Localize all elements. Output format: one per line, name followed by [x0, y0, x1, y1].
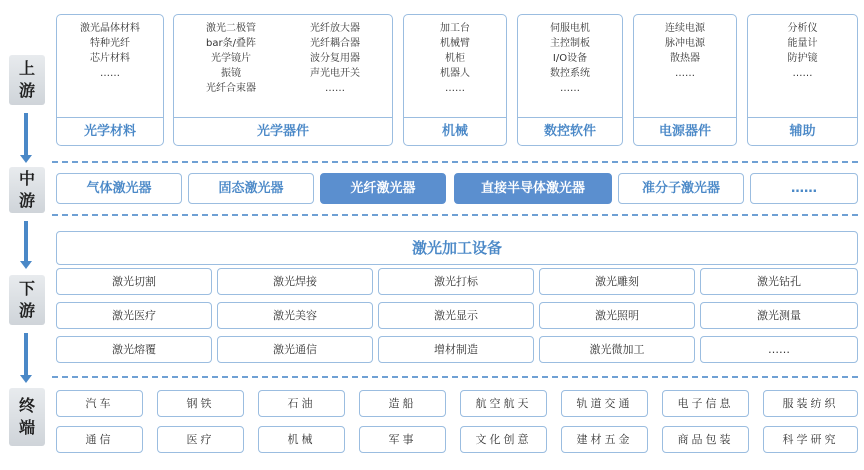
stage-midstream-label: 中 游 [9, 167, 45, 213]
terminal-item: 通信 [56, 426, 143, 453]
terminal-item: 石油 [258, 390, 345, 417]
divider [52, 161, 858, 163]
downstream-item: 激光显示 [378, 302, 534, 329]
terminal-item: 建材五金 [561, 426, 648, 453]
card-title: 辅助 [748, 117, 857, 145]
card-title: 数控软件 [518, 117, 622, 145]
downstream-item: 激光钻孔 [700, 268, 858, 295]
midstream-fiber-laser: 光纤激光器 [320, 173, 446, 204]
downstream-item: 激光通信 [217, 336, 373, 363]
terminal-item: 服装纺织 [763, 390, 858, 417]
midstream-direct-diode-laser: 直接半导体激光器 [454, 173, 612, 204]
terminal-item: 科学研究 [763, 426, 858, 453]
upstream-card-optical-devices: 激光二极管 bar条/叠阵 光学镜片 振镜 光纤合束器 光纤放大器 光纤耦合器 波分复用器 声光电开关 …… 光学器件 [173, 14, 393, 146]
downstream-item: 激光医疗 [56, 302, 212, 329]
down-arrow-icon [20, 221, 32, 269]
card-title: 光学材料 [57, 117, 163, 145]
divider [52, 214, 858, 216]
stage-downstream-label: 下 游 [9, 275, 45, 325]
card-title: 机械 [404, 117, 506, 145]
downstream-item: 激光测量 [700, 302, 858, 329]
downstream-item: 激光焊接 [217, 268, 373, 295]
stage-terminal [8, 388, 46, 446]
card-title: 电源器件 [634, 117, 736, 145]
stage-terminal-label: 终 端 [9, 388, 45, 446]
downstream-item: 激光切割 [56, 268, 212, 295]
downstream-item: 激光微加工 [539, 336, 695, 363]
upstream-card-power-devices: 连续电源 脉冲电源 散热器 …… 电源器件 [633, 14, 737, 146]
downstream-item: 激光雕刻 [539, 268, 695, 295]
terminal-item: 电子信息 [662, 390, 749, 417]
card-title: 光学器件 [174, 117, 392, 145]
upstream-card-cnc-software: 伺服电机 主控制板 I/O设备 数控系统 …… 数控软件 [517, 14, 623, 146]
terminal-item: 商品包装 [662, 426, 749, 453]
downstream-item: 激光熔覆 [56, 336, 212, 363]
downstream-item: 激光美容 [217, 302, 373, 329]
terminal-item: 军事 [359, 426, 446, 453]
stage-upstream-label: 上 游 [9, 55, 45, 105]
terminal-item: 造船 [359, 390, 446, 417]
downstream-item: 增材制造 [378, 336, 534, 363]
terminal-item: 轨道交通 [561, 390, 648, 417]
downstream-item: 激光打标 [378, 268, 534, 295]
terminal-item: 文化创意 [460, 426, 547, 453]
midstream-more: …… [750, 173, 858, 204]
stage-midstream [8, 167, 46, 213]
stage-downstream [8, 275, 46, 325]
upstream-card-optical-materials: 激光晶体材料 特种光纤 芯片材料 …… 光学材料 [56, 14, 164, 146]
down-arrow-icon [20, 113, 32, 163]
terminal-item: 医疗 [157, 426, 244, 453]
terminal-item: 机械 [258, 426, 345, 453]
terminal-item: 汽车 [56, 390, 143, 417]
midstream-solid-state-laser: 固态激光器 [188, 173, 314, 204]
midstream-gas-laser: 气体激光器 [56, 173, 182, 204]
terminal-item: 钢铁 [157, 390, 244, 417]
downstream-item: …… [700, 336, 858, 363]
upstream-card-mechanical: 加工台 机械臂 机柜 机器人 …… 机械 [403, 14, 507, 146]
downstream-item: 激光照明 [539, 302, 695, 329]
terminal-item: 航空航天 [460, 390, 547, 417]
down-arrow-icon [20, 333, 32, 383]
downstream-title: 激光加工设备 [56, 231, 858, 265]
upstream-card-auxiliary: 分析仪 能量计 防护镜 …… 辅助 [747, 14, 858, 146]
midstream-excimer-laser: 准分子激光器 [618, 173, 744, 204]
stage-upstream [8, 55, 46, 105]
divider [52, 376, 858, 378]
